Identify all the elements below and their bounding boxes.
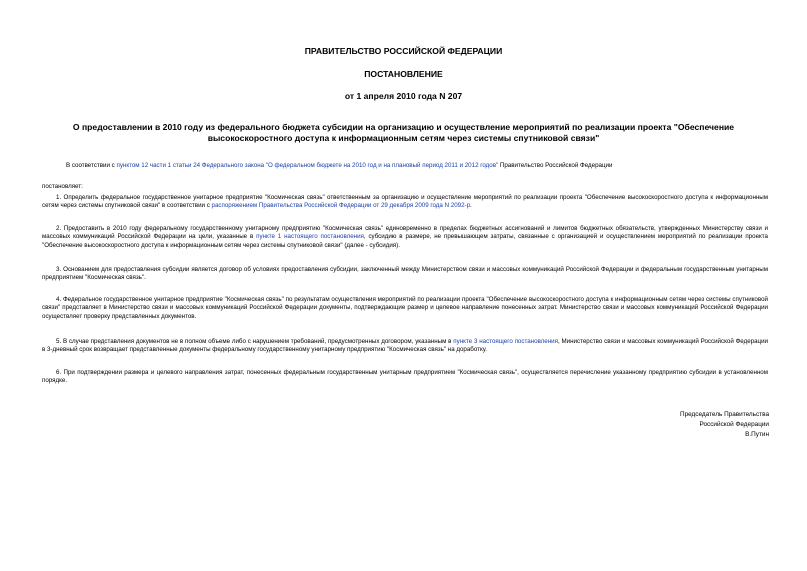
paragraph-6: 6. При подтверждении размера и целевого направления затрат, понесенных федеральным государственным унитарным предприятием "Космическая связь", осуществляется перечисление указанному предприятию субсидии в установленном порядке. bbox=[42, 369, 768, 385]
paragraph-5 bbox=[42, 338, 768, 355]
paragraph-4: 4. Федеральное государственное унитарное предприятие "Космическая связь" по результатам осуществления мероприятий по реализации проекта "Обеспечение высокоскоростного доступа к информационным сетям через системы спутниковой связи" представляет в Министерство связи и массовых коммуникаций Российской Федерации документы, подтверждающие размер и целевое направление понесенных затрат. Министерство связи и массовых коммуникаций Российской Федерации осуществляет проверку представленных документов. bbox=[42, 296, 768, 320]
document-date-number: от 1 апреля 2010 года N 207 bbox=[344, 91, 463, 101]
paragraph-3: 3. Основанием для предоставления субсидии является договор об условиях предоставления субсидии, заключенный между Министерством связи и массовых коммуникаций Российской Федерации и федеральным государственным унитарным предприятием "Космическая связь". bbox=[42, 266, 768, 282]
intro-text-pre: В соответствии с bbox=[66, 162, 117, 169]
paragraph-1-text-pre: 1. Определить федеральное государственное унитарное предприятие "Космическая связь" ответственным за организацию и осуществление мероприятий по реализации проекта "Обеспечение высокоскоростного доступа к информационным сетям через системы спутниковой связи" в соответствии с bbox=[42, 194, 768, 210]
clause-1-link[interactable]: пункте 1 настоящего постановления bbox=[256, 233, 364, 241]
paragraph-2-text-post: , субсидию в размере, не превышающем затраты, связанные с организацией и осуществлением мероприятий по реализации проекта "Обеспечение высокоскоростного доступа к информационным сетям через системы спутниковой связи" (далее - субсидия). bbox=[42, 233, 768, 249]
document-title: О предоставлении в 2010 году из федерального бюджета субсидии на организацию и осуществление мероприятий по реализации проекта "Обеспечение высокоскоростного доступа к информационным сетям через системы спутниковой связи" bbox=[72, 122, 735, 143]
signature-title: Председатель Правительства bbox=[680, 411, 769, 418]
signature-name: В.Путин bbox=[745, 431, 769, 438]
paragraph-2 bbox=[42, 225, 768, 250]
government-order-link[interactable]: распоряжением Правительства Российской Федерации от 29 декабря 2009 года N 2092-р bbox=[211, 202, 471, 210]
intro-paragraph bbox=[42, 162, 768, 170]
paragraph-1-text-post: . bbox=[470, 202, 472, 210]
organization-heading: ПРАВИТЕЛЬСТВО РОССИЙСКОЙ ФЕДЕРАЦИИ bbox=[304, 46, 503, 56]
federal-law-link[interactable]: пунктом 12 части 1 статьи 24 Федерального закона "О федеральном бюджете на 2010 год и на плановый период 2011 и 2012 годов" bbox=[116, 162, 499, 169]
paragraph-5-text-pre: 5. В случае представления документов не в полном объеме либо с нарушением требований, предусмотренных договором, указанным в bbox=[56, 338, 454, 345]
paragraph-1 bbox=[42, 194, 768, 211]
signature-country: Российской Федерации bbox=[699, 421, 769, 428]
resolves-line: постановляет: bbox=[42, 183, 83, 190]
intro-text-post: Правительство Российской Федерации bbox=[498, 162, 613, 169]
paragraph-5-text-post: , Министерство связи и массовых коммуникаций Российской Федерации в 3-дневный срок возвращает представленные документы федеральному государственному унитарному предприятию "Космическая связь" на доработку. bbox=[42, 338, 769, 354]
signature-block bbox=[680, 410, 769, 440]
document-type-heading: ПОСТАНОВЛЕНИЕ bbox=[364, 69, 443, 79]
clause-3-link[interactable]: пункте 3 настоящего постановления bbox=[453, 338, 558, 345]
paragraph-2-text-pre: 2. Предоставить в 2010 году федеральному государственному унитарному предприятию "Космическая связь" единовременно в пределах бюджетных ассигнований и лимитов бюджетных обязательств, утвержденных Министерству связи и массовых коммуникаций Российской Федерации на цели, указанные в bbox=[42, 225, 768, 241]
